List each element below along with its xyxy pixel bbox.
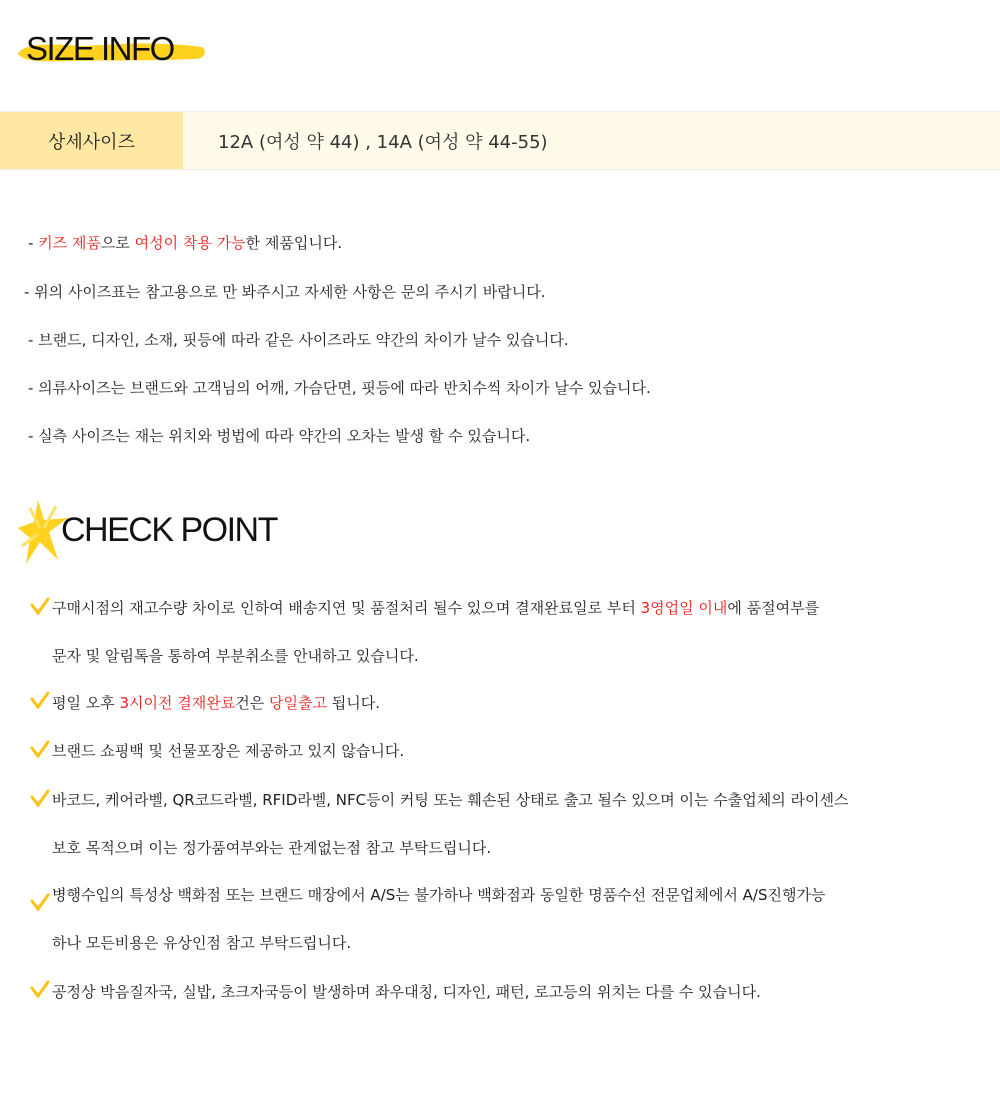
check-mark-icon xyxy=(30,980,50,998)
note-measurement: - 실측 사이즈는 재는 위치와 벙법에 따라 약간의 오차는 발생 할 수 있습니다. xyxy=(28,427,531,445)
size-value: 12A (여성 약 44) , 14A (여성 약 44-55) xyxy=(218,131,548,153)
note-brand-variance: - 브랜드, 디자인, 소재, 핏등에 따라 같은 사이즈라도 약간의 차이가 날수 있습니다. xyxy=(28,331,569,349)
check-mark-icon xyxy=(30,893,50,911)
check-item-process-marks: 공정상 박음질자국, 실밥, 초크자국등이 발생하며 좌우대칭, 디자인, 패턴, 로고등의 위치는 다를 수 있습니다. xyxy=(52,983,761,1001)
check-text: 에 품절여부를 xyxy=(727,599,820,617)
note-kids-highlight: 키즈 제품 xyxy=(38,234,101,252)
check-point-title: CHECK POINT xyxy=(61,511,277,549)
check-mark-icon xyxy=(30,740,50,758)
size-table-row xyxy=(0,111,1000,170)
size-label: 상세사이즈 xyxy=(0,112,183,169)
note-size-reference: - 위의 사이즈표는 참고용으로 만 봐주시고 자세한 사항은 문의 주시기 바랍니다. xyxy=(24,283,546,301)
check-mark-icon xyxy=(30,691,50,709)
note-clothing-size: - 의류사이즈는 브랜드와 고객님의 어깨, 가슴단면, 핏등에 따라 반치수씩 차이가 날수 있습니다. xyxy=(28,379,651,397)
check-text: 구매시점의 재고수량 차이로 인하여 배송지연 및 품절처리 될수 있으며 결재완료일로 부터 xyxy=(52,599,641,617)
check-text: 건은 xyxy=(235,694,269,712)
check-item-labels-line2: 보호 목적으며 이는 정가품여부와는 관계없는점 참고 부탁드립니다. xyxy=(52,839,492,857)
note-text: 으로 xyxy=(100,234,135,252)
check-item-labels: 바코드, 케어라벨, QR코드라벨, RFID라벨, NFC등이 커팅 또는 훼손된 상태로 출고 될수 있으며 이는 수출업체의 라이센스 xyxy=(52,791,849,809)
check-item-same-day xyxy=(52,692,380,713)
check-text: 됩니다. xyxy=(326,694,380,712)
check-item-packaging: 브랜드 쇼핑백 및 선물포장은 제공하고 있지 않습니다. xyxy=(52,742,405,760)
check-highlight-3days: 3영업일 이내 xyxy=(640,599,728,617)
check-text: 평일 오후 xyxy=(52,694,120,712)
check-mark-icon xyxy=(30,597,50,615)
check-item-as: 병행수입의 특성상 백화점 또는 브랜드 매장에서 A/S는 불가하나 백화점과 동일한 명품수선 전문업체에서 A/S진행가능 xyxy=(52,886,826,904)
check-item-as-line2: 하나 모든비용은 유상인점 참고 부탁드립니다. xyxy=(52,934,352,952)
note-text: 한 제품입니다. xyxy=(245,234,343,252)
check-item-stock-line2: 문자 및 알림톡을 통하여 부분취소를 안내하고 있습니다. xyxy=(52,647,419,665)
check-mark-icon xyxy=(30,789,50,807)
check-item-stock xyxy=(52,597,819,618)
size-info-title: SIZE INFO xyxy=(26,30,174,67)
note-kids-product xyxy=(28,232,342,253)
check-highlight-same-day: 당일출고 xyxy=(269,694,327,712)
note-dash: - xyxy=(28,234,39,252)
check-highlight-before-3: 3시이전 결재완료 xyxy=(119,694,236,712)
note-women-highlight: 여성이 착용 가능 xyxy=(134,234,246,252)
